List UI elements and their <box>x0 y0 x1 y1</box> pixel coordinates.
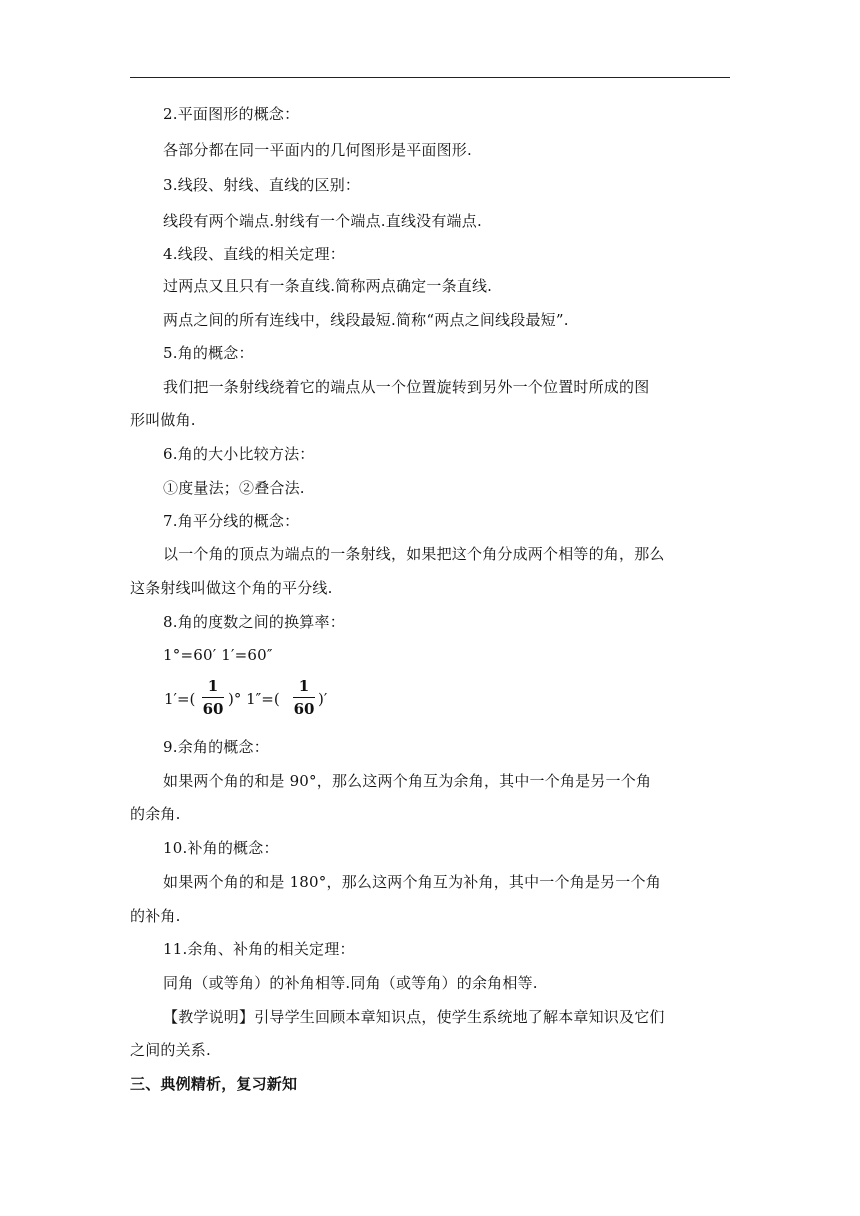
header-rule <box>130 77 730 78</box>
text-line: 如果两个角的和是 180°，那么这两个角互为补角，其中一个角是另一个角 <box>163 873 661 891</box>
text-line: 之间的关系. <box>130 1041 211 1059</box>
text-line: 7.角平分线的概念： <box>163 512 300 530</box>
text-line: 两点之间的所有连线中，线段最短.简称“两点之间线段最短”. <box>163 311 569 329</box>
text-line: 如果两个角的和是 90°，那么这两个角互为余角，其中一个角是另一个角 <box>163 772 652 790</box>
text-line: 1°=60′ 1′=60″ <box>163 646 273 664</box>
text-line: 11.余角、补角的相关定理： <box>163 940 355 958</box>
text-line: 的补角. <box>130 907 181 925</box>
fraction-text-part1: 1′=( <box>164 690 196 708</box>
text-line: 5.角的概念： <box>163 344 254 362</box>
text-line: 2.平面图形的概念： <box>163 105 300 123</box>
fraction-denominator: 60 <box>293 700 315 718</box>
fraction-numerator: 1 <box>298 677 310 695</box>
section-heading: 三、典例精析，复习新知 <box>130 1075 298 1093</box>
text-line: ①度量法；②叠合法. <box>163 479 305 497</box>
text-line: 【教学说明】引导学生回顾本章知识点，使学生系统地了解本章知识及它们 <box>163 1008 665 1026</box>
text-line: 3.线段、射线、直线的区别： <box>163 176 361 194</box>
text-line: 9.余角的概念： <box>163 738 269 756</box>
fraction-bar <box>202 697 224 698</box>
text-line: 10.补角的概念： <box>163 839 279 857</box>
text-line: 各部分都在同一平面内的几何图形是平面图形. <box>163 141 472 159</box>
text-line: 8.角的度数之间的换算率： <box>163 613 345 631</box>
fraction-bar <box>293 697 315 698</box>
text-line: 这条射线叫做这个角的平分线. <box>130 579 333 597</box>
text-line: 4.线段、直线的相关定理： <box>163 245 345 263</box>
fraction-text-part2: )° 1″=( <box>228 690 280 708</box>
fraction-text-part3: )′ <box>318 690 328 708</box>
fraction-denominator: 60 <box>202 700 224 718</box>
text-line: 的余角. <box>130 805 181 823</box>
fraction-numerator: 1 <box>207 677 219 695</box>
text-line: 同角（或等角）的补角相等.同角（或等角）的余角相等. <box>163 974 538 992</box>
text-line: 6.角的大小比较方法： <box>163 445 315 463</box>
text-line: 过两点又且只有一条直线.简称两点确定一条直线. <box>163 277 493 295</box>
text-line: 以一个角的顶点为端点的一条射线，如果把这个角分成两个相等的角，那么 <box>163 545 665 563</box>
fraction-one-sixtieth-minute <box>293 676 315 719</box>
text-line: 形叫做角. <box>130 411 196 429</box>
text-line: 线段有两个端点.射线有一个端点.直线没有端点. <box>163 212 482 230</box>
text-line: 我们把一条射线绕着它的端点从一个位置旋转到另外一个位置时所成的图 <box>163 378 650 396</box>
fraction-one-sixtieth-degree <box>202 676 224 719</box>
